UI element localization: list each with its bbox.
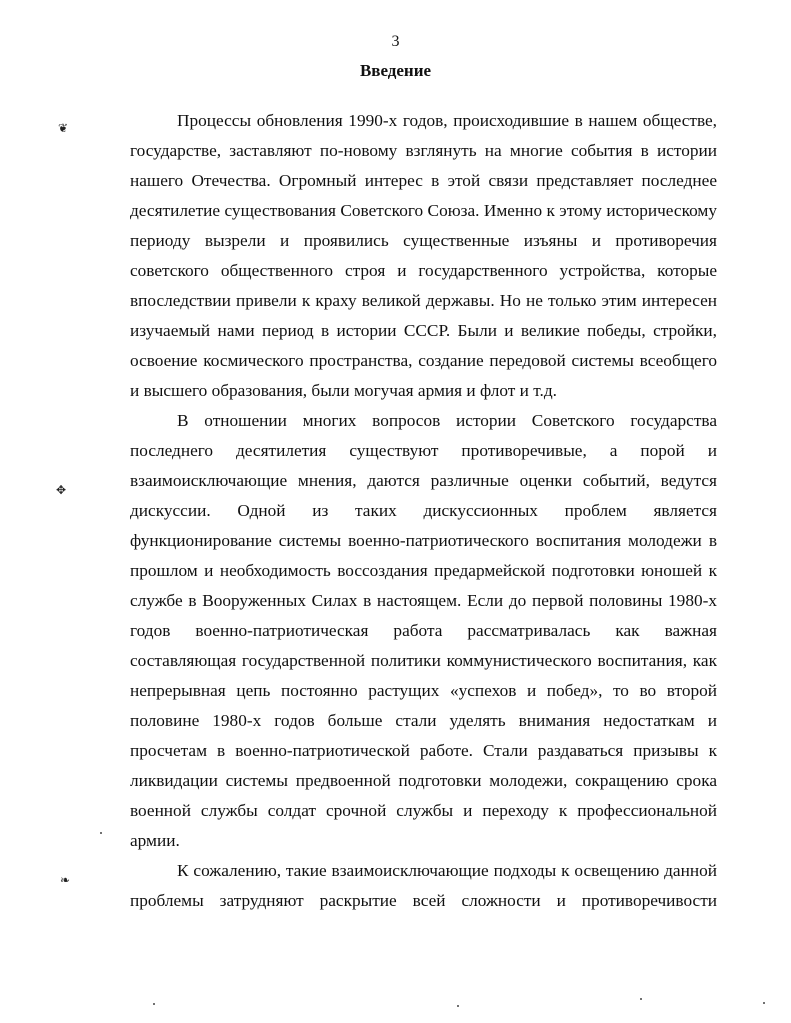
margin-mark-icon: ❦ xyxy=(58,121,69,135)
page-number: 3 xyxy=(391,33,400,50)
paragraph-3: К сожалению, такие взаимоисключающие подходы к освещению данной проблемы затрудняют раскрытие всей сложности и противоречивости xyxy=(130,861,717,910)
paragraph-1: Процессы обновления 1990-х годов, происходившие в нашем обществе, государстве, заставляют по-новому взглянуть на многие события в истории нашего Отечества. Огромный интерес в этой связи представляет последнее десятилетие существования Советского Союза. Именно к этому историческому периоду вызрели и проявились существенные изъяны и противоречия советского общественного строя и государственного устройства, которые впоследствии привели к краху великой державы. Но не только этим интересен изучаемый нами период в истории СССР. Были и великие победы, стройки, освоение космического пространства, создание передовой системы всеобщего и высшего образования, были могучая армия и флот и т.д. xyxy=(130,111,717,400)
scan-speck xyxy=(100,832,102,834)
page-title: Введение xyxy=(359,61,432,80)
margin-mark-icon: ✥ xyxy=(56,483,67,497)
scan-speck xyxy=(763,1002,765,1004)
document-body xyxy=(130,106,717,916)
scan-speck xyxy=(457,1005,459,1007)
margin-mark-icon: ❧ xyxy=(60,873,71,887)
scan-speck xyxy=(153,1003,155,1005)
scan-speck xyxy=(640,998,642,1000)
paragraph-2: В отношении многих вопросов истории Советского государства последнего десятилетия существуют противоречивые, а порой и взаимоисключающие мнения, даются различные оценки событий, ведутся дискуссии. Одной из таких дискуссионных проблем является функционирование системы военно-патриотического воспитания молодежи в прошлом и необходимость воссоздания предармейской подготовки юношей к службе в Вооруженных Силах в настоящем. Если до первой половины 1980-х годов военно-патриотическая работа рассматривалась как важная составляющая государственной политики коммунистического воспитания, как непрерывная цепь постоянно растущих «успехов и побед», то во второй половине 1980-х годов больше стали уделять внимания недостаткам и просчетам в военно-патриотической работе. Стали раздаваться призывы к ликвидации системы предвоенной подготовки молодежи, сокращению срока военной службы солдат срочной службы и переходу к профессиональной армии. xyxy=(130,411,717,850)
